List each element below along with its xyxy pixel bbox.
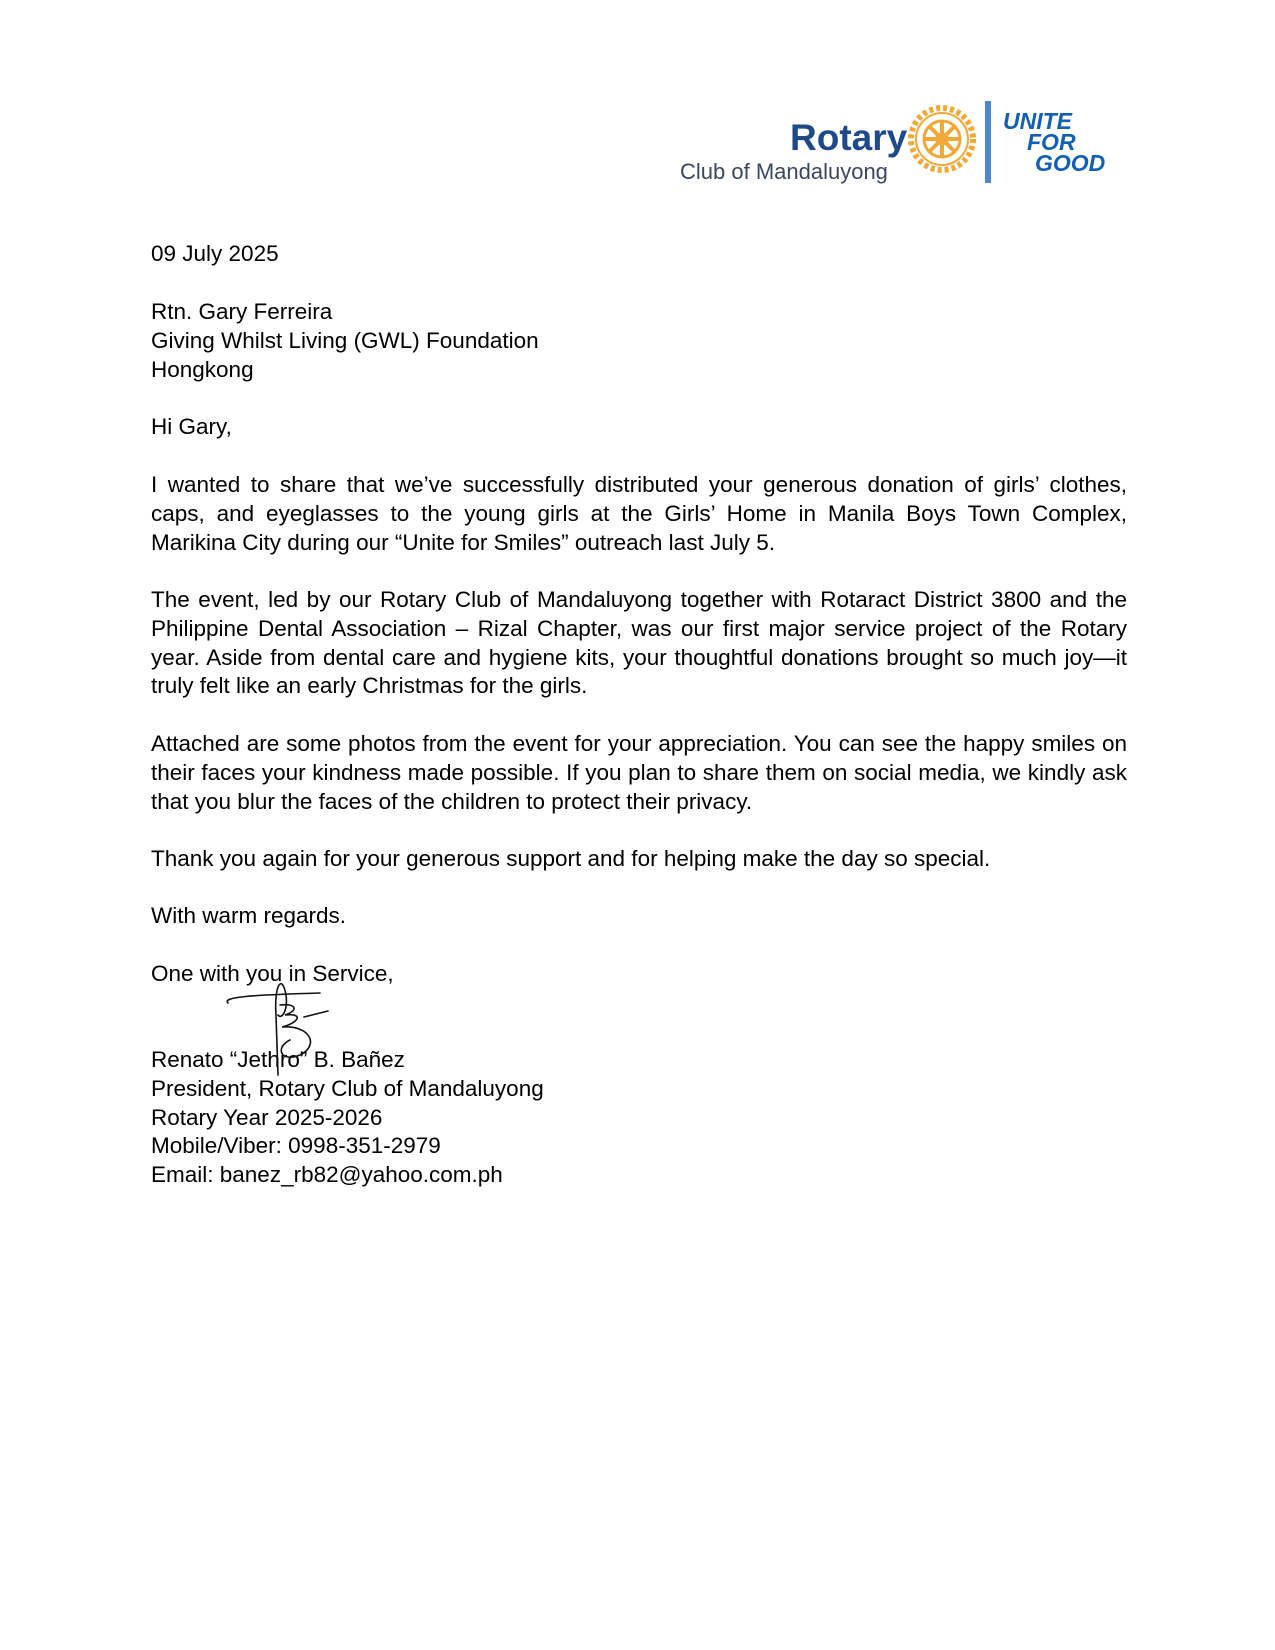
greeting: Hi Gary, xyxy=(151,414,232,439)
paragraph-1: I wanted to share that we’ve successfully distributed your generous donation of girls’ clothes, caps, and eyeglasses to the young girls at the Girls’ Home in Manila Boys Town Complex, Marikina City during our “Unite for Smiles” outreach last July 5. xyxy=(151,472,1127,555)
signer-email: Email: banez_rb82@yahoo.com.ph xyxy=(151,1162,503,1188)
slogan-line: GOOD xyxy=(1035,150,1106,176)
paragraph-4: Thank you again for your generous support and for helping make the day so special. xyxy=(151,846,991,871)
recipient-location: Hongkong xyxy=(151,356,254,382)
paragraph-3: Attached are some photos from the event for your appreciation. You can see the happy smiles on their faces your kindness made possible. If you plan to share them on social media, we kindly ask that you blur the faces of the children to protect their privacy. xyxy=(151,731,1127,814)
rotary-wheel-icon xyxy=(906,103,978,175)
closing-service: One with you in Service, xyxy=(151,961,394,986)
recipient-address xyxy=(151,298,1127,384)
logo-divider xyxy=(985,101,991,183)
signature-block xyxy=(151,1046,1127,1190)
slogan xyxy=(1003,108,1106,176)
slogan-line: FOR xyxy=(1027,129,1076,155)
logo-title: Rotary xyxy=(790,117,908,158)
signer-year: Rotary Year 2025-2026 xyxy=(151,1104,383,1130)
signer-mobile: Mobile/Viber: 0998-351-2979 xyxy=(151,1133,441,1159)
signer-name: Renato “Jethro” B. Bañez xyxy=(151,1047,405,1072)
recipient-name: Rtn. Gary Ferreira xyxy=(151,299,333,324)
paragraph-2: The event, led by our Rotary Club of Mandaluyong together with Rotaract District 3800 and the Philippine Dental Association – Rizal Chapter, was our first major service project of the Rotary year. Aside from dental care and hygiene kits, your thoughtful donations brought so much joy—it truly felt like an early Christmas for the girls. xyxy=(151,587,1127,699)
slogan-line: UNITE xyxy=(1003,108,1072,134)
closing-regards: With warm regards. xyxy=(151,903,347,928)
rotary-logo xyxy=(680,95,1120,190)
logo-subtitle: Club of Mandaluyong xyxy=(680,159,888,184)
letter-date: 09 July 2025 xyxy=(151,241,279,266)
recipient-org: Giving Whilst Living (GWL) Foundation xyxy=(151,327,539,353)
signer-title: President, Rotary Club of Mandaluyong xyxy=(151,1075,544,1101)
